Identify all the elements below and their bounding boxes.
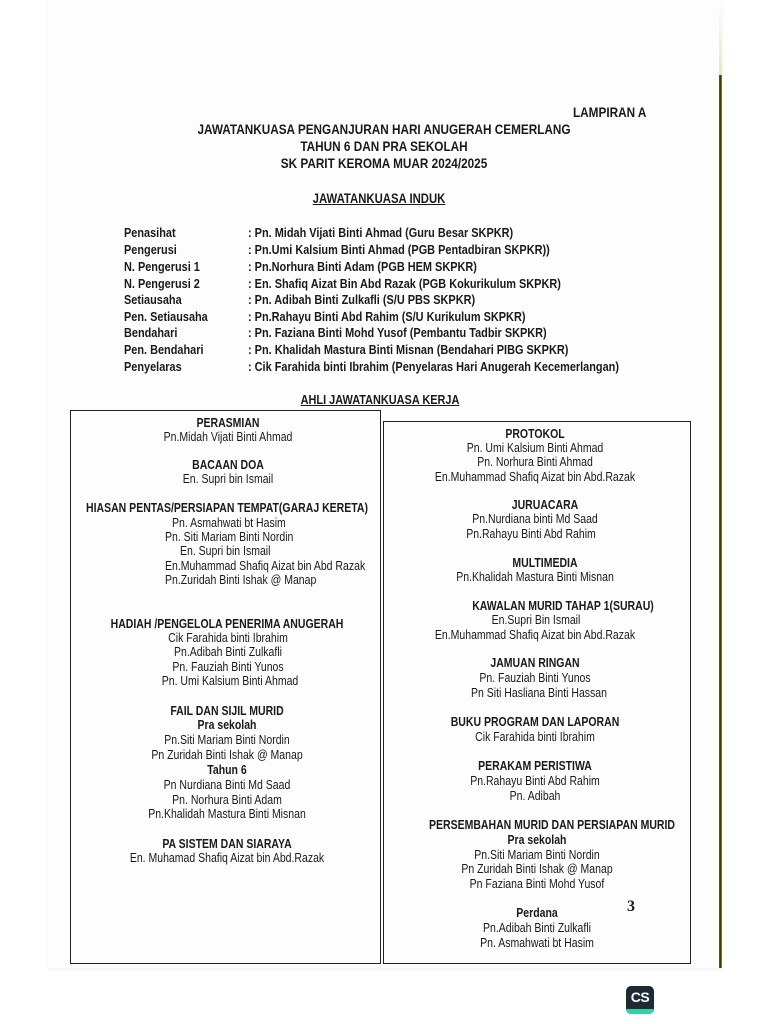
subgroup-label: Tahun 6 <box>207 763 247 777</box>
member-name: Pn. Siti Mariam Binti Nordin <box>165 530 294 544</box>
member-name: Pn.Adibah Binti Zulkafli <box>174 645 282 659</box>
member-name: Pn. Norhura Binti Adam <box>172 793 282 807</box>
title-line-2: TAHUN 6 DAN PRA SEKOLAH <box>300 138 468 154</box>
section-title: FAIL DAN SIJIL MURID <box>170 704 284 718</box>
member-name: Pn.Zuridah Binti Ishak @ Manap <box>165 573 317 587</box>
role-holder: : Pn.Rahayu Binti Abd Rahim (S/U Kurikulum SKPKR) <box>248 309 526 324</box>
role-holder: : Pn.Umi Kalsium Binti Ahmad (PGB Pentadbiran SKPKR)) <box>248 242 550 257</box>
member-name: En.Supri Bin Ismail <box>491 613 581 627</box>
member-name: En.Muhammad Shafiq Aizat bin Abd.Razak <box>434 628 636 642</box>
member-name: Pn. Fauziah Binti Yunos <box>172 660 284 674</box>
role-holder: : Pn. Khalidah Mastura Binti Misnan (Bendahari PIBG SKPKR) <box>248 342 569 357</box>
section-title: KAWALAN MURID TAHAP 1(SURAU) <box>472 599 654 613</box>
member-name: Cik Farahida binti Ibrahim <box>168 631 288 645</box>
role-label: N. Pengerusi 1 <box>124 259 200 274</box>
member-name: En.Muhammad Shafiq Aizat bin Abd.Razak <box>434 470 636 484</box>
role-holder: : Pn. Adibah Binti Zulkafli (S/U PBS SKPKR) <box>248 292 476 307</box>
member-name: Pn Zuridah Binti Ishak @ Manap <box>151 748 303 762</box>
section-title: BACAAN DOA <box>192 458 264 472</box>
member-name: Pn Zuridah Binti Ishak @ Manap <box>461 862 613 876</box>
member-name: Pn.Siti Mariam Binti Nordin <box>474 848 600 862</box>
subgroup-label: Pra sekolah <box>507 833 567 847</box>
role-holder: : Pn. Faziana Binti Mohd Yusof (Pembantu Tadbir SKPKR) <box>248 325 547 340</box>
section-title: PERSEMBAHAN MURID DAN PERSIAPAN MURID <box>429 818 675 832</box>
role-label: Penyelaras <box>124 359 182 374</box>
member-name: En.Muhammad Shafiq Aizat bin Abd Razak <box>165 559 366 573</box>
member-name: Pn. Adibah <box>509 789 561 803</box>
title-line-1: JAWATANKUASA PENGANJURAN HARI ANUGERAH CEMERLANG <box>197 121 571 137</box>
section-title: PROTOKOL <box>505 427 565 441</box>
member-name: Cik Farahida binti Ibrahim <box>475 730 595 744</box>
camscanner-logo-icon <box>626 986 654 1014</box>
page-number: 3 <box>627 898 635 915</box>
member-name: Pn.Midah Vijati Binti Ahmad <box>163 430 293 444</box>
member-name: Pn. Asmahwati bt Hasim <box>172 516 286 530</box>
member-name: Pn. Fauziah Binti Yunos <box>479 671 591 685</box>
main-committee-heading: JAWATANKUASA INDUK <box>312 191 446 206</box>
member-name: En. Supri bin Ismail <box>182 472 274 486</box>
member-name: Pn Nurdiana Binti Md Saad <box>163 778 291 792</box>
role-holder: : En. Shafiq Aizat Bin Abd Razak (PGB Kokurikulum SKPKR) <box>248 276 561 291</box>
role-label: Penasihat <box>124 225 176 240</box>
logo-accent-bar <box>626 1009 654 1014</box>
section-title: PA SISTEM DAN SIARAYA <box>162 837 292 851</box>
member-name: Pn.Rahayu Binti Abd Rahim <box>466 527 596 541</box>
role-holder: : Pn. Midah Vijati Binti Ahmad (Guru Besar SKPKR) <box>248 225 514 240</box>
section-title: HADIAH /PENGELOLA PENERIMA ANUGERAH <box>110 617 344 631</box>
role-holder: : Pn.Norhura Binti Adam (PGB HEM SKPKR) <box>248 259 477 274</box>
member-name: Pn Faziana Binti Mohd Yusof <box>469 877 605 891</box>
member-name: Pn. Umi Kalsium Binti Ahmad <box>161 674 299 688</box>
section-title: BUKU PROGRAM DAN LAPORAN <box>450 715 620 729</box>
member-name: Pn.Rahayu Binti Abd Rahim <box>470 774 600 788</box>
page-edge-top <box>719 0 722 75</box>
member-name: Pn.Khalidah Mastura Binti Misnan <box>148 807 306 821</box>
title-line-3: SK PARIT KEROMA MUAR 2024/2025 <box>280 155 488 171</box>
page-edge-shadow <box>719 75 722 968</box>
role-label: Bendahari <box>124 325 178 340</box>
section-title: PERAKAM PERISTIWA <box>478 759 592 773</box>
section-title: JAMUAN RINGAN <box>490 656 580 670</box>
subgroup-label: Perdana <box>516 906 558 920</box>
section-title: MULTIMEDIA <box>512 556 578 570</box>
annex-label: LAMPIRAN A <box>573 104 647 120</box>
subgroup-label: Pra sekolah <box>197 718 257 732</box>
member-name: Pn.Nurdiana binti Md Saad <box>472 512 598 526</box>
member-name: Pn. Norhura Binti Ahmad <box>477 455 593 469</box>
member-name: Pn. Umi Kalsium Binti Ahmad <box>466 441 604 455</box>
member-name: En. Muhamad Shafiq Aizat bin Abd.Razak <box>129 851 325 865</box>
role-label: Pengerusi <box>124 242 177 257</box>
role-holder: : Cik Farahida binti Ibrahim (Penyelaras Hari Anugerah Kecemerlangan) <box>248 359 619 374</box>
member-name: Pn.Adibah Binti Zulkafli <box>483 921 591 935</box>
member-name: Pn.Siti Mariam Binti Nordin <box>164 733 290 747</box>
member-name: En. Supri bin Ismail <box>180 544 271 558</box>
section-title: JURUACARA <box>511 498 579 512</box>
role-label: Pen. Setiausaha <box>124 309 208 324</box>
logo-text: CS <box>630 989 650 1005</box>
working-committee-heading: AHLI JAWATANKUASA KERJA <box>300 392 460 407</box>
role-label: Pen. Bendahari <box>124 342 204 357</box>
role-label: Setiausaha <box>124 292 182 307</box>
section-title: PERASMIAN <box>196 416 260 430</box>
member-name: Pn. Asmahwati bt Hasim <box>480 936 594 950</box>
member-name: Pn.Khalidah Mastura Binti Misnan <box>456 570 614 584</box>
role-label: N. Pengerusi 2 <box>124 276 200 291</box>
section-title: HIASAN PENTAS/PERSIAPAN TEMPAT(GARAJ KERETA) <box>86 501 368 515</box>
member-name: Pn Siti Hasliana Binti Hassan <box>471 686 607 700</box>
